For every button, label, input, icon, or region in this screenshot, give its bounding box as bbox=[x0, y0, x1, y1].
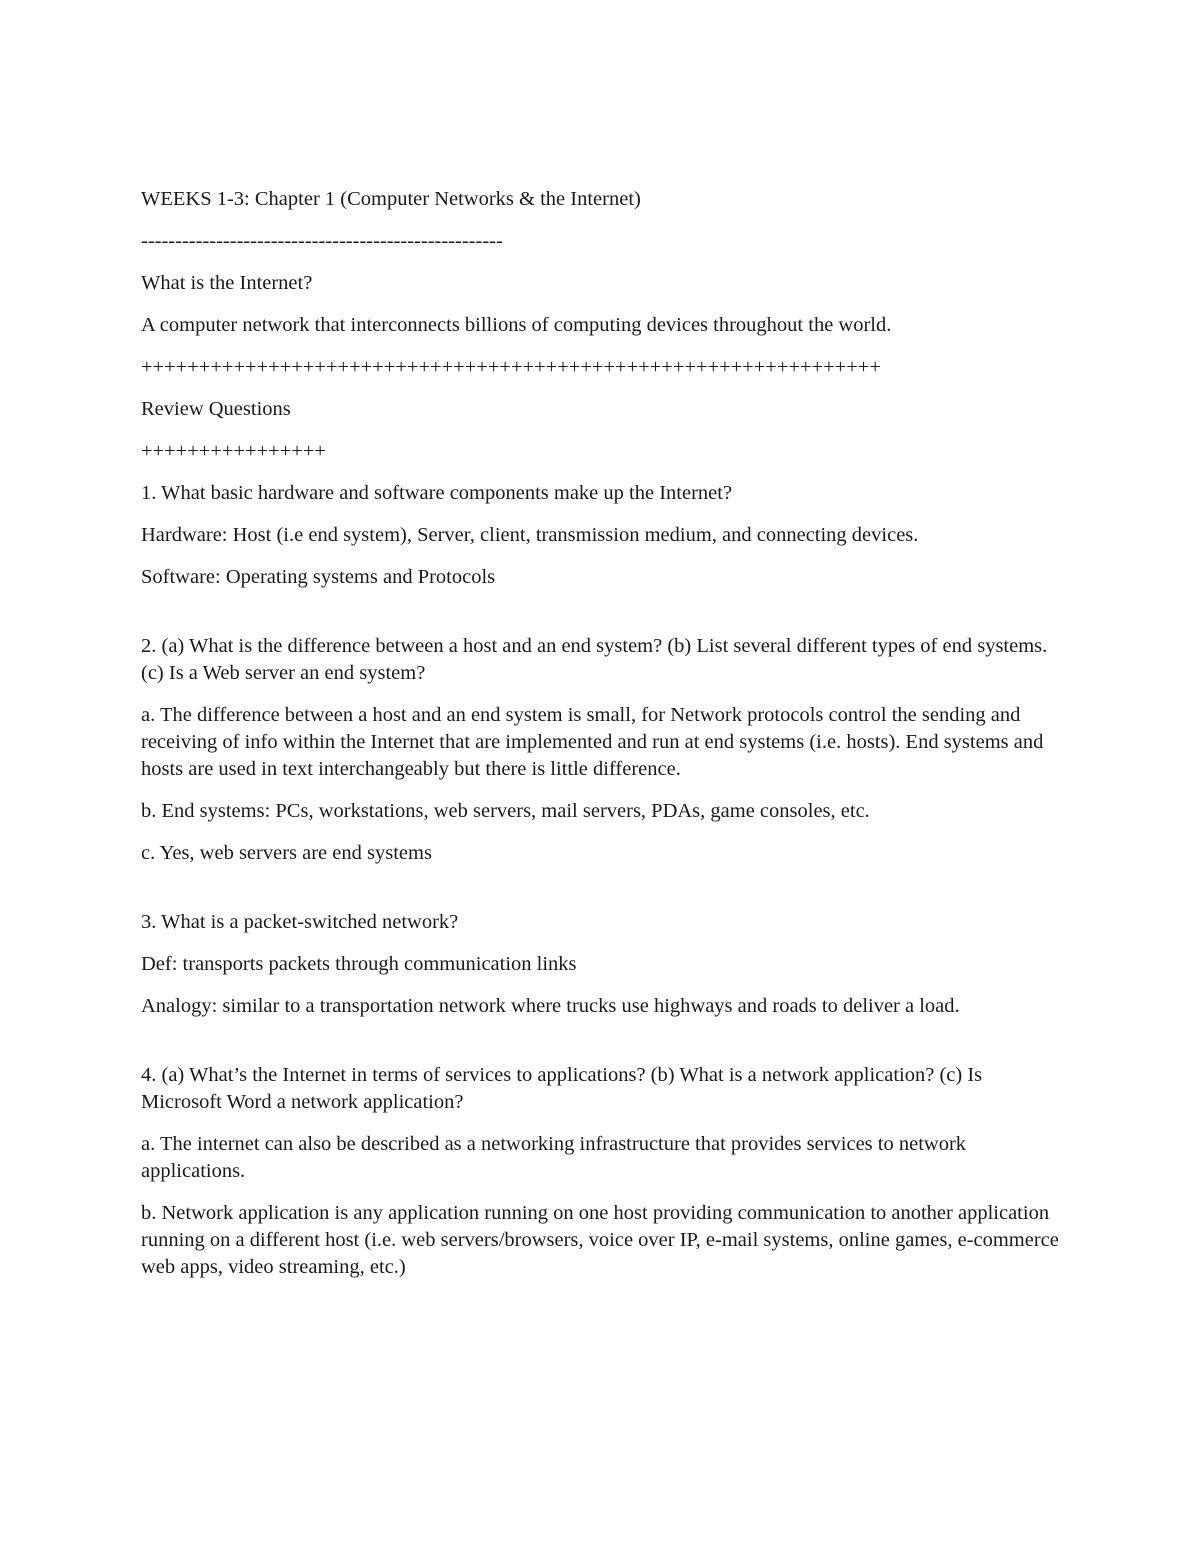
spacer bbox=[141, 882, 1066, 909]
answer-1-software: Software: Operating systems and Protocols bbox=[141, 566, 496, 588]
answer-2c: c. Yes, web servers are end systems bbox=[141, 842, 432, 864]
question-4: 4. (a) What’s the Internet in terms of services to applications? (b) What is a network application? (c) Is Microsoft Word a network application? bbox=[141, 1064, 983, 1113]
answer-4b: b. Network application is any application running on one host providing communication to another application running on a different host (i.e. web servers/browsers, voice over IP, e-mail systems, online games, e-commerce web apps, video streaming, etc.) bbox=[141, 1202, 1059, 1278]
section-heading: Review Questions bbox=[141, 398, 291, 420]
answer-3-analogy: Analogy: similar to a transportation network where trucks use highways and roads to deliver a load. bbox=[141, 995, 960, 1017]
answer-3-def: Def: transports packets through communication links bbox=[141, 953, 577, 975]
spacer bbox=[141, 606, 1066, 633]
answer-1-hardware: Hardware: Host (i.e end system), Server, client, transmission medium, and connecting devices. bbox=[141, 524, 919, 546]
dash-divider: ----------------------------------------------------- bbox=[141, 230, 503, 252]
question-2: 2. (a) What is the difference between a host and an end system? (b) List several different types of end systems. (c) Is a Web server an end system? bbox=[141, 635, 1048, 684]
answer-2b: b. End systems: PCs, workstations, web servers, mail servers, PDAs, game consoles, etc. bbox=[141, 800, 870, 822]
intro-question: What is the Internet? bbox=[141, 272, 313, 294]
answer-4a: a. The internet can also be described as a networking infrastructure that provides services to network applications. bbox=[141, 1133, 967, 1182]
question-1: 1. What basic hardware and software components make up the Internet? bbox=[141, 482, 733, 504]
document-title: WEEKS 1-3: Chapter 1 (Computer Networks & the Internet) bbox=[141, 188, 641, 210]
intro-answer: A computer network that interconnects billions of computing devices throughout the world. bbox=[141, 314, 892, 336]
spacer bbox=[141, 1035, 1066, 1062]
plus-divider-short: ++++++++++++++++ bbox=[141, 440, 326, 462]
question-3: 3. What is a packet-switched network? bbox=[141, 911, 459, 933]
plus-divider-long: ++++++++++++++++++++++++++++++++++++++++++++++++++++++++++++++++ bbox=[141, 356, 881, 378]
answer-2a: a. The difference between a host and an end system is small, for Network protocols control the sending and receiving of info within the Internet that are implemented and run at end systems (i.e. hosts). End systems and hosts are used in text interchangeably but there is little difference. bbox=[141, 704, 1044, 780]
document-page bbox=[141, 186, 1066, 1296]
